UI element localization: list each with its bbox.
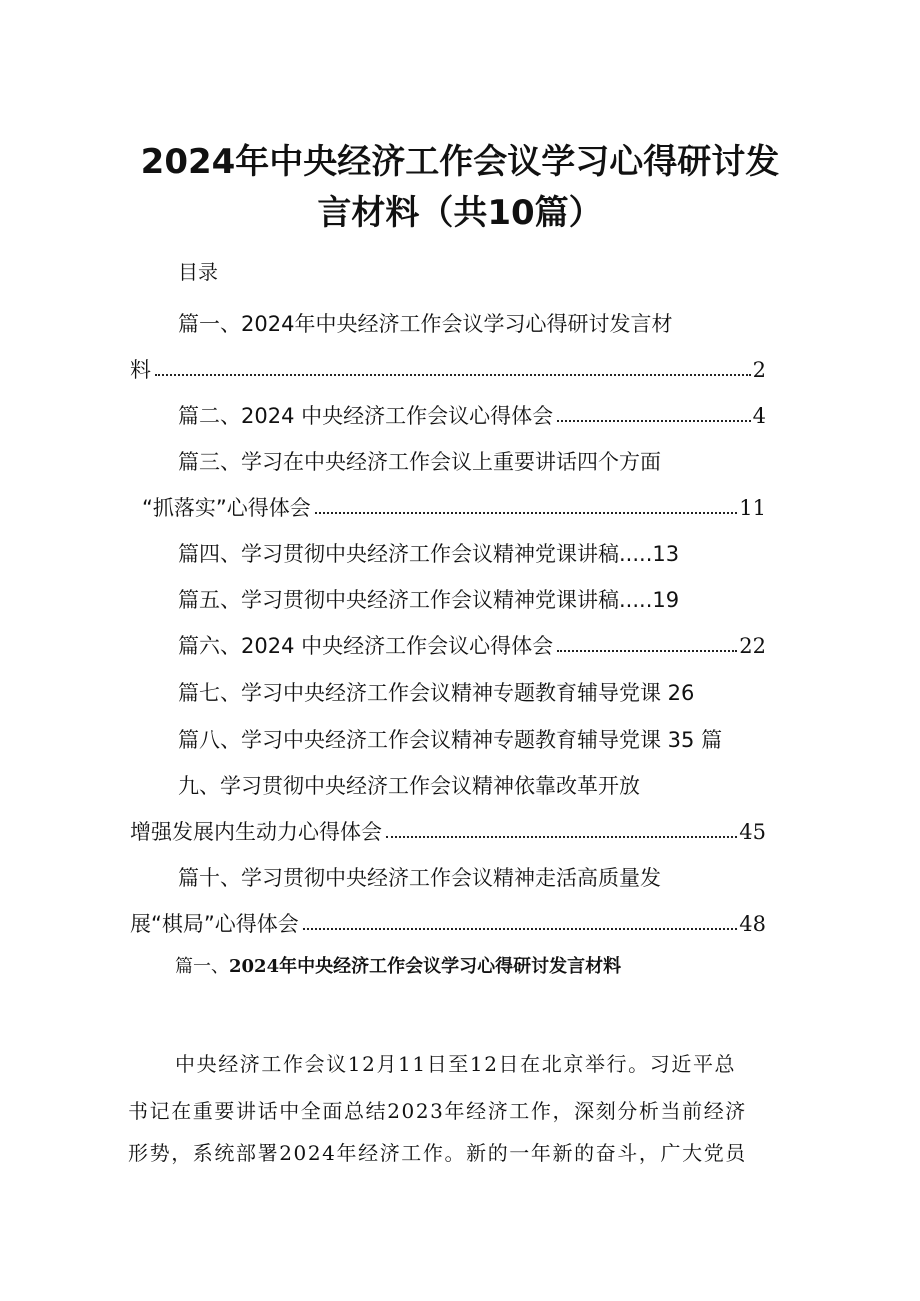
toc-entry-text: 料 <box>130 358 151 382</box>
toc-entry-text: 篇三、学习在中央经济工作会议上重要讲话四个方面 <box>178 450 661 474</box>
toc-leader-dots <box>557 420 751 422</box>
section-heading <box>175 958 621 976</box>
body-line: 中央经济工作会议12月11日至12日在北京举行。习近平总 <box>175 1052 737 1076</box>
toc-entry[interactable] <box>178 452 661 473</box>
toc-leader-dots <box>303 928 738 930</box>
toc-entry[interactable] <box>178 314 672 335</box>
toc-entry[interactable] <box>178 636 766 657</box>
toc-label: 目录 <box>178 260 218 284</box>
document-title-line-1: 2024年中央经济工作会议学习心得研讨发 <box>140 142 780 182</box>
toc-entry-text: 篇五、学习贯彻中央经济工作会议精神党课讲稿.....19 <box>178 588 680 612</box>
toc-leader-dots <box>155 374 751 376</box>
toc-entry[interactable] <box>130 822 766 843</box>
toc-entry-text: 篇一、2024年中央经济工作会议学习心得研讨发言材 <box>178 312 673 336</box>
toc-page-number: 48 <box>739 912 766 936</box>
toc-page-number: 4 <box>752 404 766 428</box>
toc-leader-dots <box>386 836 737 838</box>
toc-entry[interactable] <box>142 498 766 519</box>
toc-entry[interactable] <box>178 730 722 751</box>
toc-leader-dots <box>315 512 738 514</box>
toc-entry[interactable] <box>178 776 640 797</box>
toc-entry[interactable] <box>178 868 661 889</box>
toc-entry-text: 篇六、2024 中央经济工作会议心得体会 <box>178 634 554 658</box>
toc-entry[interactable] <box>178 544 679 565</box>
toc-entry-text: 九、学习贯彻中央经济工作会议精神依靠改革开放 <box>178 774 640 798</box>
toc-entry-text: 篇二、2024 中央经济工作会议心得体会 <box>178 404 554 428</box>
toc-entry-text: 篇十、学习贯彻中央经济工作会议精神走活高质量发 <box>178 866 661 890</box>
toc-entry[interactable] <box>130 360 766 381</box>
body-line: 书记在重要讲话中全面总结2023年经济工作，深刻分析当前经济 <box>128 1099 747 1123</box>
toc-entry-text: 展“棋局”心得体会 <box>130 912 299 936</box>
toc-page-number: 11 <box>739 496 766 520</box>
toc-entry-text: “抓落实”心得体会 <box>142 496 311 520</box>
toc-entry[interactable] <box>178 590 679 611</box>
toc-entry[interactable] <box>130 914 766 935</box>
toc-entry-text: 增强发展内生动力心得体会 <box>130 820 382 844</box>
section-heading-prefix: 篇一、 <box>175 956 229 977</box>
toc-leader-dots <box>557 650 737 652</box>
toc-page-number: 22 <box>739 634 766 658</box>
toc-page-number: 2 <box>752 358 766 382</box>
toc-entry[interactable] <box>178 683 694 704</box>
document-title-line-2: 言材料（共10篇） <box>317 193 603 233</box>
toc-entry-text: 篇七、学习中央经济工作会议精神专题教育辅导党课 26 <box>178 681 695 705</box>
toc-entry-text: 篇八、学习中央经济工作会议精神专题教育辅导党课 35 篇 <box>178 728 723 752</box>
toc-entry-text: 篇四、学习贯彻中央经济工作会议精神党课讲稿.....13 <box>178 542 680 566</box>
toc-page-number: 45 <box>739 820 766 844</box>
toc-entry[interactable] <box>178 406 766 427</box>
body-line: 形势，系统部署2024年经济工作。新的一年新的奋斗，广大党员 <box>128 1141 747 1165</box>
section-heading-title: 2024年中央经济工作会议学习心得研讨发言材料 <box>229 956 622 977</box>
